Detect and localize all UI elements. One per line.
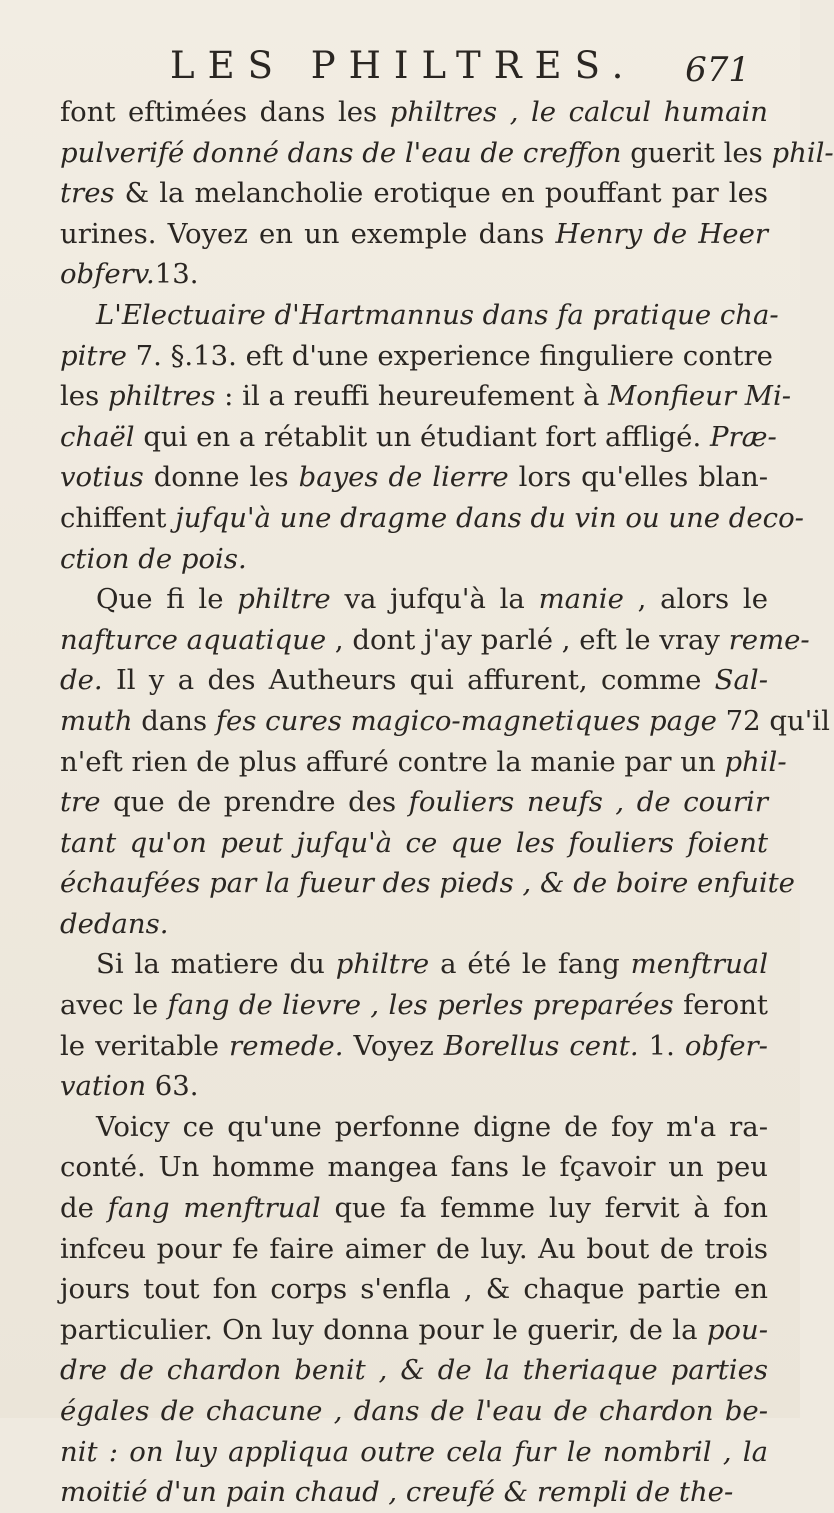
text-line <box>60 1269 768 1310</box>
italic-run: chaël <box>60 420 135 453</box>
text-run: dans <box>132 704 216 737</box>
text-line <box>60 133 834 174</box>
text-line <box>60 1147 768 1188</box>
running-title: LES PHILTRES. <box>170 44 637 87</box>
text-run: que de prendre des <box>100 786 409 819</box>
text-line <box>60 214 768 255</box>
text-line <box>60 660 768 701</box>
text-run: 13. <box>154 258 199 291</box>
text-line <box>60 1350 768 1391</box>
text-line <box>60 620 810 661</box>
italic-run: fouliers neufs , de courir <box>408 786 768 819</box>
italic-run: Sal- <box>714 664 768 697</box>
italic-run: Henry de Heer <box>555 217 769 250</box>
text-line <box>60 1391 768 1432</box>
text-run: va jufqu'à la <box>330 583 539 616</box>
italic-run: tres <box>60 177 115 210</box>
italic-run: philtres , le calcul humain <box>389 96 768 128</box>
text-line <box>60 1066 768 1107</box>
italic-run: philtres <box>107 380 216 413</box>
italic-run: L'Electuaire d'Hartmannus dans fa pratique cha- <box>96 298 779 331</box>
italic-run: philtre <box>237 583 331 616</box>
text-run: de <box>60 1192 108 1225</box>
text-run: , dont j'ay parlé , eft le vray <box>326 623 729 656</box>
italic-run: philtre <box>335 948 430 981</box>
text-run: font eftimées dans les <box>60 96 390 128</box>
page-header <box>170 44 760 96</box>
italic-run: phil- <box>771 136 834 169</box>
italic-run: de. <box>60 664 103 697</box>
text-line <box>60 1310 768 1351</box>
page-number: 671 <box>685 50 750 90</box>
text-line <box>60 1107 768 1148</box>
italic-run: remede. <box>229 1029 344 1062</box>
italic-run: pitre <box>60 339 127 372</box>
italic-run: reme- <box>728 623 810 656</box>
text-run: , alors le <box>623 583 769 616</box>
text-run: 63. <box>146 1070 199 1103</box>
text-line <box>60 336 773 377</box>
text-run: 72 qu'il <box>716 704 830 737</box>
text-line <box>60 701 830 742</box>
body-text <box>60 92 834 1513</box>
italic-run: jufqu'à une dragme dans du vin ou une deco- <box>175 501 804 534</box>
text-line <box>60 823 768 864</box>
italic-run: muth <box>60 704 133 737</box>
text-line <box>60 173 768 214</box>
paragraph <box>60 579 830 944</box>
italic-run: nafturce aquatique <box>60 623 327 656</box>
italic-run: Monfieur Mi- <box>608 380 792 413</box>
italic-run: pou- <box>706 1313 768 1346</box>
text-line <box>60 1026 768 1067</box>
text-run: conté. Un homme mangea fans le fçavoir un peu <box>60 1151 768 1184</box>
italic-run: bayes de lierre <box>298 461 509 494</box>
text-run: a été le fang <box>429 948 631 981</box>
text-run: particulier. On luy donna pour le guerir, de la <box>60 1313 707 1346</box>
text-run: les <box>60 380 108 413</box>
italic-run: moitié d'un pain chaud , creufé & rempli de the- <box>60 1476 734 1509</box>
text-line <box>60 376 792 417</box>
text-run: Voyez <box>343 1029 444 1062</box>
text-run: jours tout fon corps s'enfla , & chaque partie en <box>60 1273 768 1306</box>
text-run: le veritable <box>60 1029 230 1062</box>
text-line <box>60 579 768 620</box>
text-line <box>60 782 768 823</box>
italic-run: vation <box>60 1070 147 1103</box>
text-run: urines. Voyez en un exemple dans <box>60 217 556 250</box>
text-line <box>60 904 768 945</box>
text-line <box>60 417 777 458</box>
text-line <box>60 1229 768 1270</box>
text-line <box>60 92 768 133</box>
italic-run: pulverifé donné dans de l'eau de creffon <box>60 136 622 169</box>
italic-run: tre <box>60 786 101 819</box>
italic-run: Borellus cent. <box>443 1029 639 1062</box>
text-run: & la melancholie erotique en pouffant par les <box>114 177 768 210</box>
italic-run: égales de chacune , dans de l'eau de chardon be- <box>60 1395 768 1427</box>
text-line <box>60 498 804 539</box>
italic-run: échaufées par la fueur des pieds , & de boire enfuite <box>60 867 795 900</box>
text-line <box>60 742 787 783</box>
text-line <box>60 457 768 498</box>
text-run: avec le <box>60 989 168 1022</box>
paragraph <box>60 92 834 295</box>
text-run: n'eft rien de plus affuré contre la manie par un <box>60 745 725 778</box>
text-line <box>60 254 768 295</box>
text-run: qui en a rétablit un étudiant fort affligé. <box>134 420 710 453</box>
italic-run: Præ- <box>709 420 777 453</box>
italic-run: fang de lievre , les perles preparées <box>167 989 674 1022</box>
italic-run: fang menftrual <box>107 1192 321 1225</box>
italic-run: fes cures magico-magnetiques page <box>215 704 717 737</box>
text-run: Si la matiere du <box>96 948 336 981</box>
text-line <box>60 295 779 336</box>
italic-run: obferv. <box>60 258 155 291</box>
text-line <box>60 944 768 985</box>
text-run: infceu pour fe faire aimer de luy. Au bout de trois <box>60 1232 768 1265</box>
text-run: guerit les <box>621 136 772 169</box>
italic-run: phil- <box>724 745 787 778</box>
text-run: lors qu'elles blan- <box>508 461 769 494</box>
italic-run: ction de pois. <box>60 542 247 575</box>
italic-run: menftrual <box>630 948 768 981</box>
text-line <box>60 1472 768 1513</box>
italic-run: manie <box>538 583 624 616</box>
paragraph <box>60 944 768 1106</box>
text-run: Il y a des Autheurs qui affurent, comme <box>102 664 715 697</box>
paragraph <box>60 295 804 579</box>
text-line <box>60 539 768 580</box>
italic-run: dedans. <box>60 907 169 940</box>
italic-run: obfer- <box>684 1029 768 1062</box>
text-line <box>60 985 768 1026</box>
italic-run: nit : on luy appliqua outre cela fur le nombril , la <box>60 1435 768 1468</box>
text-run: Que fi le <box>96 583 238 616</box>
text-run: : il a reuffi heureufement à <box>215 380 609 413</box>
text-run: feront <box>673 989 768 1022</box>
text-line <box>60 1432 768 1473</box>
italic-run: votius <box>60 461 144 494</box>
text-run: 7. §.13. eft d'une experience finguliere contre <box>126 339 773 372</box>
text-run: Voicy ce qu'une perfonne digne de foy m'a ra- <box>96 1110 768 1143</box>
text-run: chiffent <box>60 501 176 534</box>
paragraph <box>60 1107 768 1513</box>
text-line <box>60 863 795 904</box>
text-run: 1. <box>638 1029 685 1062</box>
italic-run: tant qu'on peut jufqu'à ce que les fouliers foient <box>60 826 768 859</box>
text-run: donne les <box>143 461 299 494</box>
text-run: que fa femme luy fervit à fon <box>320 1192 768 1225</box>
text-line <box>60 1188 768 1229</box>
italic-run: dre de chardon benit , & de la theriaque parties <box>60 1354 768 1387</box>
